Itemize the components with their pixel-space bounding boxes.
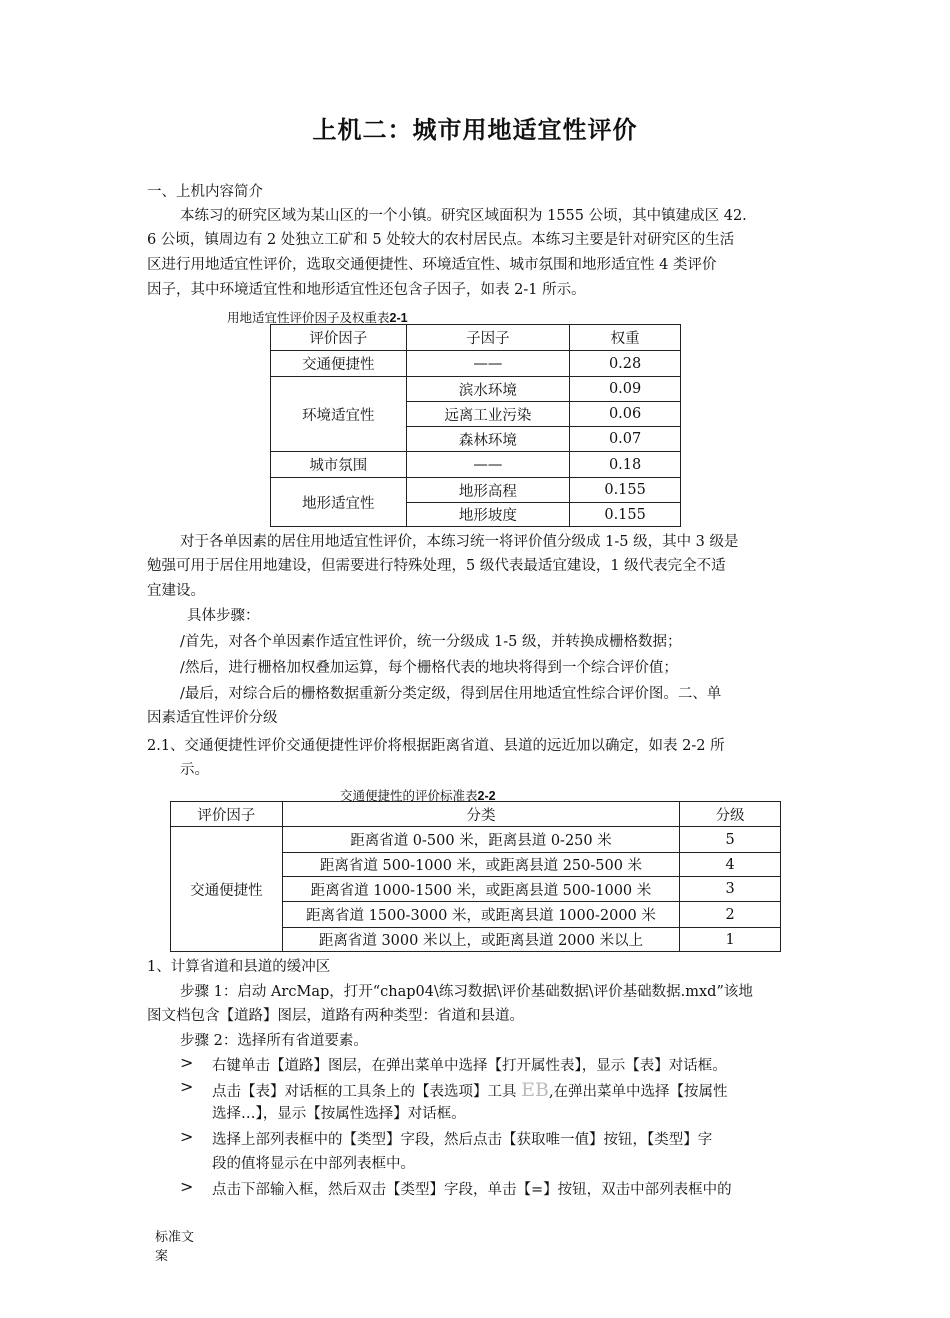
table2-class-cell: 距离省道 1000-1500 米，或距离县道 500-1000 米: [282, 877, 679, 902]
table2-grade-cell: 5: [680, 827, 781, 853]
intro-line-2: 6 公顷，镇周边有 2 处独立工矿和 5 处较大的农村居民点。本练习主要是针对研究区的生活: [147, 232, 735, 248]
step-line-4: 因素适宜性评价分级: [147, 710, 278, 726]
table1-sub-cell: 远离工业污染: [406, 402, 570, 427]
table2-class-cell: 距离省道 0-500 米，距离县道 0-250 米: [282, 827, 679, 853]
step-line-3: /最后，对综合后的栅格数据重新分类定级，得到居住用地适宜性综合评价图。二、单: [180, 686, 722, 702]
step-line-2: /然后，进行栅格加权叠加运算，每个栅格代表的地块将得到一个综合评价值；: [180, 660, 678, 676]
step1-line-1: 步骤 1：启动 ArcMap，打开“chap04\练习数据\评价基础数据\评价基础数据.mxd”该地: [180, 984, 753, 1000]
bullet-4-line-1: 点击下部输入框，然后双击【类型】字段，单击【=】按钮，双击中部列表框中的: [212, 1182, 732, 1198]
section1-heading: 一、上机内容简介: [147, 184, 263, 200]
table-options-tool-icon: EB: [521, 1079, 549, 1101]
table1-weight-cell: 0.18: [570, 452, 681, 478]
table2-class-cell: 距离省道 1500-3000 米，或距离县道 1000-2000 米: [282, 902, 679, 928]
bullet-arrow-icon: >: [180, 1127, 194, 1146]
page-title: 上机二：城市用地适宜性评价: [312, 116, 638, 144]
table2-grade-cell: 3: [680, 877, 781, 902]
bullet-3-line-2: 段的值将显示在中部列表框中。: [212, 1156, 415, 1172]
step1-line-2: 图文档包含【道路】图层，道路有两种类型：省道和县道。: [147, 1008, 524, 1024]
table1-sub-cell: 滨水环境: [406, 377, 570, 402]
para2-line-1: 对于各单因素的居住用地适宜性评价，本练习统一将评价值分级成 1-5 级，其中 3 级是: [180, 534, 739, 550]
table1-header-weight: 权重: [570, 325, 681, 351]
table1-sub-cell: 地形高程: [406, 478, 570, 503]
intro-line-1: 本练习的研究区域为某山区的一个小镇。研究区域面积为 1555 公顷，其中镇建成区 42.: [180, 208, 747, 224]
table1-weight-cell: 0.06: [570, 402, 681, 427]
table1-weight-cell: 0.28: [570, 351, 681, 377]
bullet-2-text-b: ,在弹出菜单中选择【按属性: [548, 1084, 728, 1100]
para2-line-2: 勉强可用于居住用地建设，但需要进行特殊处理，5 级代表最适宜建设，1 级代表完全不适: [147, 558, 726, 574]
table2-class-cell: 距离省道 500-1000 米，或距离县道 250-500 米: [282, 853, 679, 877]
bullet-2-line-1: [212, 1078, 728, 1104]
bullet-arrow-icon: >: [180, 1053, 194, 1072]
table2-grade-cell: 4: [680, 853, 781, 877]
bullet-3-line-1: 选择上部列表框中的【类型】字段，然后点击【获取唯一值】按钮，【类型】字: [212, 1132, 713, 1148]
table1-caption-num: 2-1: [389, 311, 408, 325]
table1-factor-cell: 地形适宜性: [271, 478, 407, 527]
sec21-line-1: 2.1、交通便捷性评价交通便捷性评价将根据距离省道、县道的远近加以确定，如表 2-2 所: [147, 738, 725, 754]
table1-caption-text: 用地适宜性评价因子及权重表: [227, 310, 390, 325]
table1-factor-cell: 城市氛围: [271, 452, 407, 478]
step2-line: 步骤 2：选择所有省道要素。: [180, 1033, 368, 1049]
table2-grade-cell: 2: [680, 902, 781, 928]
intro-line-3: 区进行用地适宜性评价，选取交通便捷性、环境适宜性、城市氛围和地形适宜性 4 类评价: [147, 257, 717, 273]
bullet-1-line-1: 右键单击【道路】图层，在弹出菜单中选择【打开属性表】，显示【表】对话框。: [212, 1058, 727, 1074]
table1-weight-cell: 0.155: [570, 503, 681, 527]
table1-sub-cell: 地形坡度: [406, 503, 570, 527]
bullet-arrow-icon: >: [180, 1077, 194, 1096]
table1-weight-cell: 0.09: [570, 377, 681, 402]
table2-grade-cell: 1: [680, 928, 781, 952]
table1-factor-cell: 交通便捷性: [271, 351, 407, 377]
table1-weight-cell: 0.155: [570, 478, 681, 503]
table1-sub-cell: 森林环境: [406, 427, 570, 452]
para2-line-3: 宜建设。: [147, 583, 205, 599]
table2-caption-text: 交通便捷性的评价标准表: [340, 788, 478, 803]
sec21-line-2: 示。: [180, 762, 209, 778]
table1-sub-cell: ——: [406, 452, 570, 478]
bullet-2-line-2: 选择…】，显示【按属性选择】对话框。: [212, 1106, 466, 1122]
bullet-2-text-a: 点击【表】对话框的工具条上的【表选项】工具: [212, 1084, 522, 1100]
table2-header-class: 分类: [282, 802, 679, 827]
table2-header-grade: 分级: [680, 802, 781, 827]
table2-header-factor: 评价因子: [171, 802, 283, 827]
step-line-1: /首先，对各个单因素作适宜性评价，统一分级成 1-5 级，并转换成栅格数据；: [180, 634, 682, 650]
traffic-criteria-table: [170, 801, 781, 952]
table2-class-cell: 距离省道 3000 米以上，或距离县道 2000 米以上: [282, 928, 679, 952]
table1-header-sub: 子因子: [406, 325, 570, 351]
steps-heading: 具体步骤：: [187, 608, 260, 624]
table1-factor-cell: 环境适宜性: [271, 377, 407, 452]
factor-weight-table: [270, 324, 681, 527]
footer-label: 标准文案: [155, 1230, 195, 1264]
table1-header-factor: 评价因子: [271, 325, 407, 351]
table1-weight-cell: 0.07: [570, 427, 681, 452]
table1-sub-cell: ——: [406, 351, 570, 377]
table2-caption-num: 2-2: [477, 789, 496, 803]
bullet-arrow-icon: >: [180, 1177, 194, 1196]
table2-factor-cell: 交通便捷性: [171, 827, 283, 952]
sub1-heading: 1、计算省道和县道的缓冲区: [147, 959, 331, 975]
intro-line-4: 因子，其中环境适宜性和地形适宜性还包含子因子，如表 2-1 所示。: [147, 282, 586, 298]
